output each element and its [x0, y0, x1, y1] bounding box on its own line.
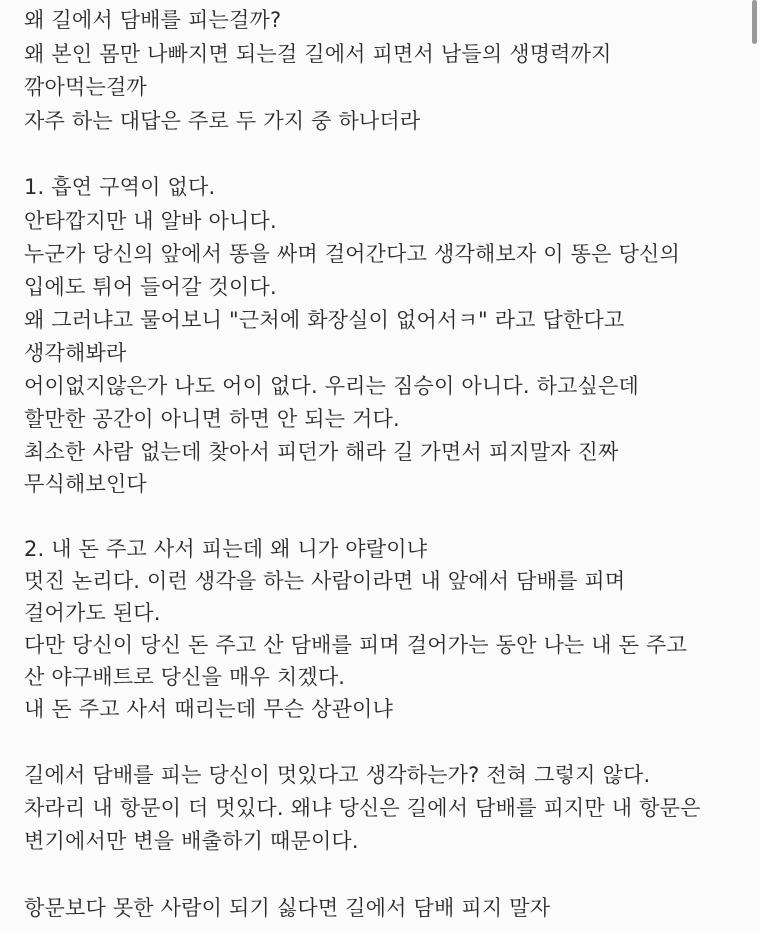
post-line: 왜 길에서 담배를 피는걸까?: [24, 8, 282, 32]
post-line: 길에서 담배를 피는 당신이 멋있다고 생각하는가? 전혀 그렇지 않다.: [24, 763, 651, 787]
post-line: 입에도 튀어 들어갈 것이다.: [24, 275, 277, 299]
post-line: 최소한 사람 없는데 찾아서 피던가 해라 길 가면서 피지말자 진짜: [24, 440, 619, 464]
post-line: 무식해보인다: [24, 472, 147, 496]
post-line: 산 야구배트로 당신을 매우 치겠다.: [24, 665, 346, 689]
post-line: 생각해봐라: [24, 341, 127, 365]
post-line: 자주 하는 대답은 주로 두 가지 중 하나더라: [24, 109, 421, 133]
post-line: 다만 당신이 당신 돈 주고 산 담배를 피며 걸어가는 동안 나는 내 돈 주고: [24, 633, 687, 657]
post-line: 왜 본인 몸만 나빠지면 되는걸 길에서 피면서 남들의 생명력까지: [24, 42, 612, 66]
post-line: 안타깝지만 내 알바 아니다.: [24, 209, 277, 233]
post-line: 멋진 논리다. 이런 생각을 하는 사람이라면 내 앞에서 담배를 피며: [24, 569, 626, 593]
post-line: 1. 흡연 구역이 없다.: [24, 175, 216, 199]
post-line: 깎아먹는걸까: [24, 75, 147, 99]
post-line: 누군가 당신의 앞에서 똥을 싸며 걸어간다고 생각해보자 이 똥은 당신의: [24, 242, 680, 266]
post-line: 왜 그러냐고 물어보니 "근처에 화장실이 없어서ㅋ" 라고 답한다고: [24, 308, 625, 332]
post-line: 걸어가도 된다.: [24, 601, 161, 625]
post-line: 차라리 내 항문이 더 멋있다. 왜냐 당신은 길에서 담배를 피지만 내 항문은: [24, 796, 701, 820]
vertical-scrollbar[interactable]: [752, 0, 757, 44]
post-line: 어이없지않은가 나도 어이 없다. 우리는 짐승이 아니다. 하고싶은데: [24, 374, 639, 398]
post-line: 내 돈 주고 사서 때리는데 무슨 상관이냐: [24, 697, 394, 721]
post-line: 변기에서만 변을 배출하기 때문이다.: [24, 829, 359, 853]
post-line: 할만한 공간이 아니면 하면 안 되는 거다.: [24, 407, 400, 431]
post-line: 2. 내 돈 주고 사서 피는데 왜 니가 야랄이냐: [24, 537, 428, 561]
post-line: 항문보다 못한 사람이 되기 싫다면 길에서 담배 피지 말자: [24, 896, 551, 920]
